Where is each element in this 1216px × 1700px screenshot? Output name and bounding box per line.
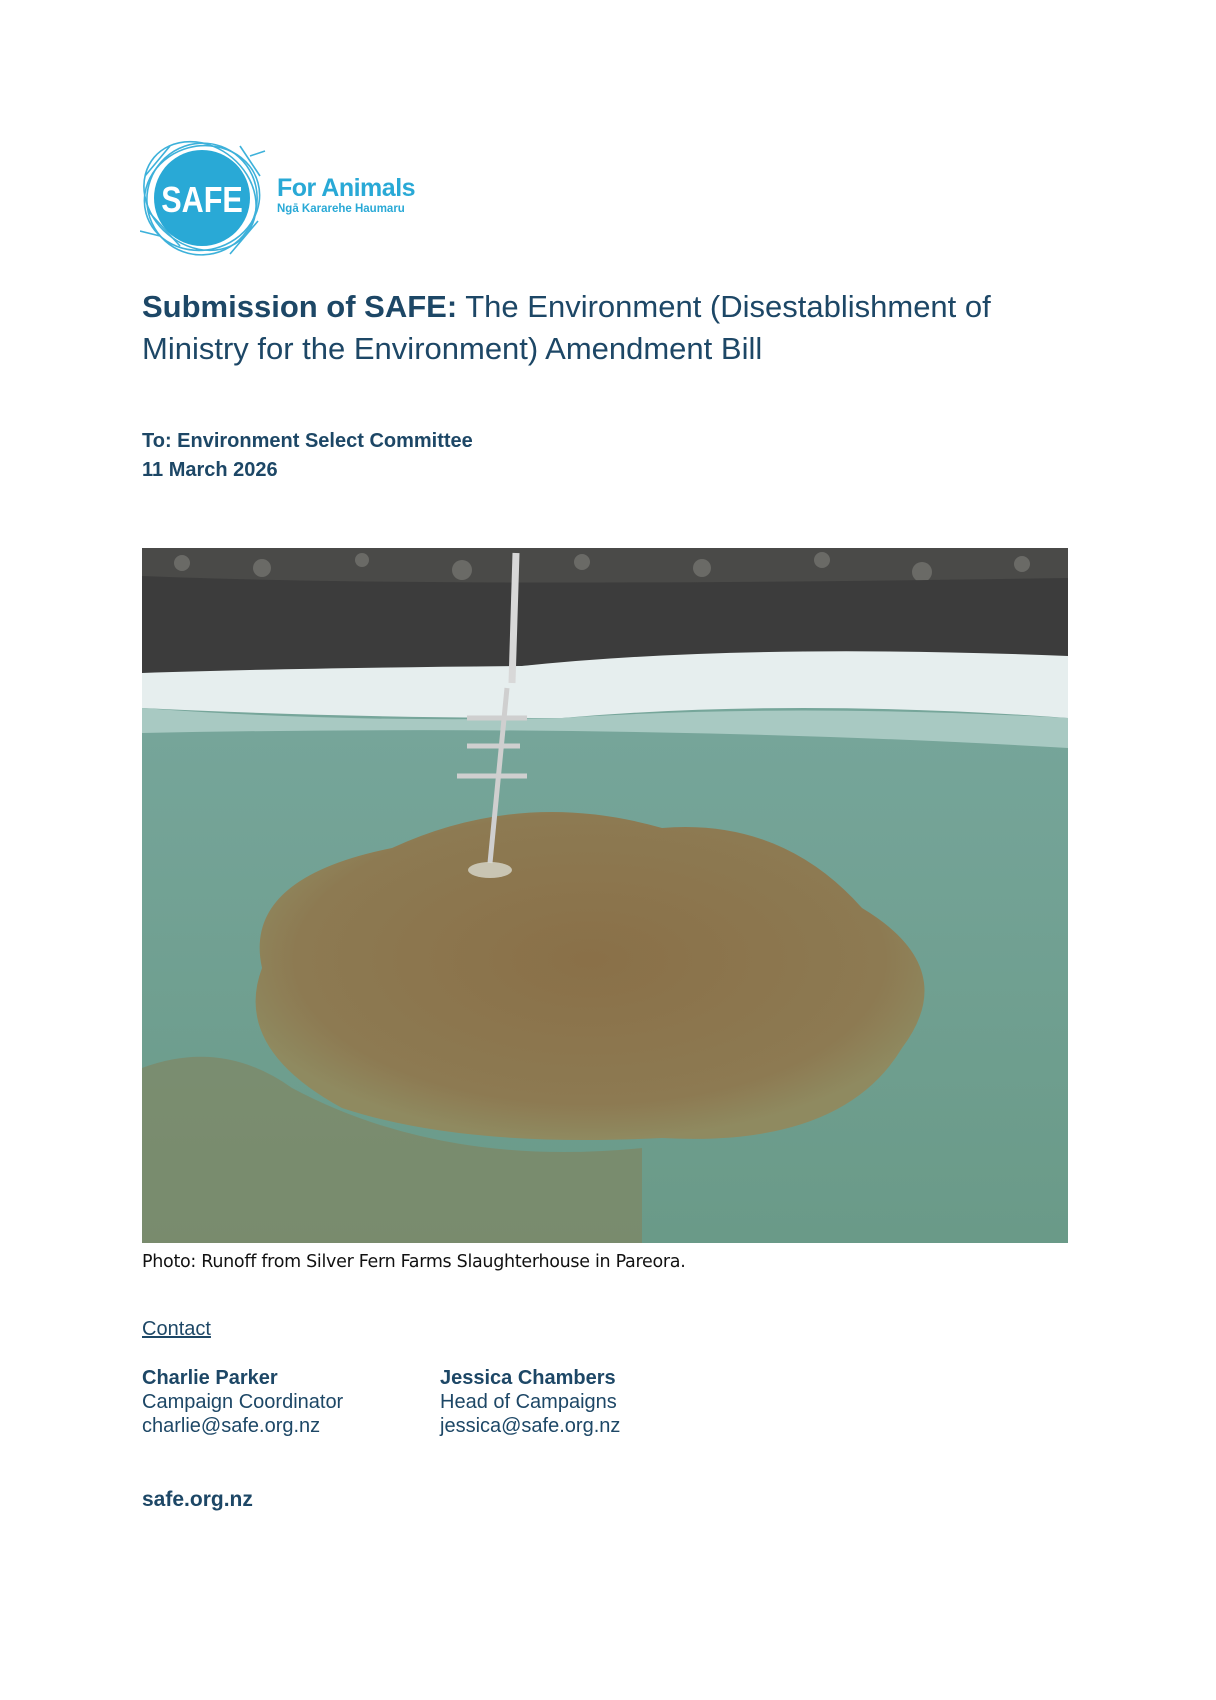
recipient: To: Environment Select Committee [142,430,473,452]
contact-card [142,1366,343,1438]
title-bold: Submission of SAFE: [142,289,458,324]
website-link[interactable]: safe.org.nz [142,1488,253,1511]
contact-email[interactable]: jessica@safe.org.nz [440,1415,621,1437]
cover-photo [142,548,1068,1243]
contact-heading[interactable]: Contact [142,1318,211,1340]
contact-role: Head of Campaigns [440,1391,617,1413]
contact-role: Campaign Coordinator [142,1391,344,1413]
safe-logo [140,136,430,262]
contact-name: Jessica Chambers [440,1367,616,1389]
logo-tagline: Ngā Kararehe Haumaru [277,203,405,215]
page-title [142,286,1102,370]
logo-mark: SAFE [161,180,243,221]
contact-card [440,1366,620,1438]
title-rest: The Environment (Disestablishment of Ministry for the Environment) Amendment Bill [142,289,991,366]
photo-caption: Photo: Runoff from Silver Fern Farms Slaughterhouse in Pareora. [142,1252,686,1272]
logo-name: For Animals [277,174,416,202]
date: 11 March 2026 [142,459,278,481]
contact-email[interactable]: charlie@safe.org.nz [142,1415,321,1437]
contact-name: Charlie Parker [142,1367,278,1389]
